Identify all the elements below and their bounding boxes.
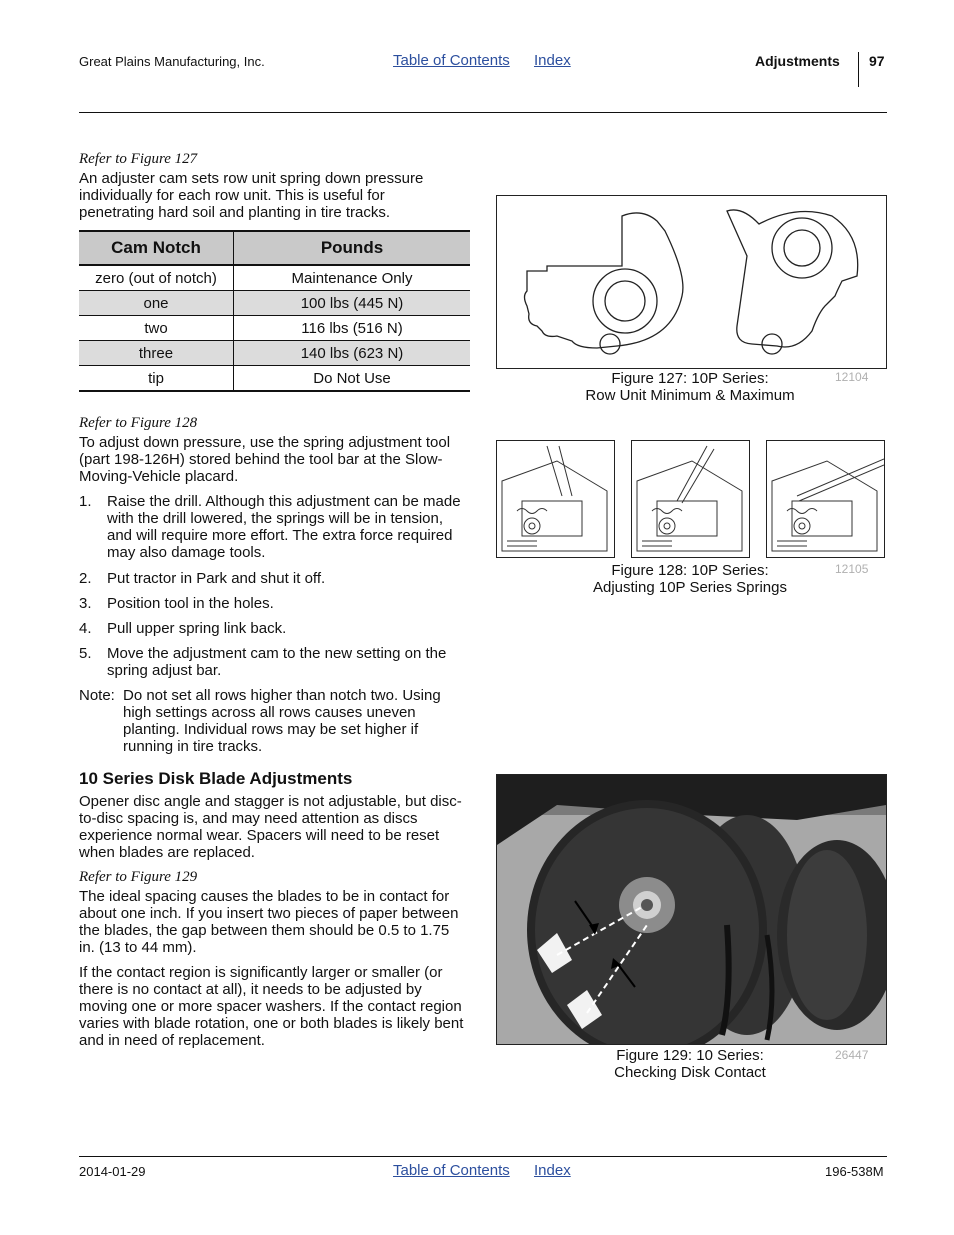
cell: 116 lbs (516 N) (234, 316, 471, 341)
cell: 100 lbs (445 N) (234, 291, 471, 316)
col-cam-notch: Cam Notch (79, 231, 234, 265)
section-title: Adjustments (755, 53, 840, 69)
cam-drawing (497, 196, 886, 368)
table-row (79, 341, 470, 366)
figure-129-id: 26447 (835, 1048, 869, 1062)
header-divider (858, 52, 859, 87)
table-row (79, 366, 470, 392)
spring-drawing (632, 441, 749, 557)
footer-date: 2014-01-29 (79, 1164, 146, 1179)
step-text: Position tool in the holes. (107, 595, 274, 612)
figure-127-id: 12104 (835, 370, 869, 384)
disk-intro: Opener disc angle and stagger is not adjustable, but disc-to-disc spacing is, and may need attention as discs experience normal wear. Spacers will need to be reset when blades are replaced. (79, 793, 462, 861)
caption-line: Row Unit Minimum & Maximum (585, 387, 795, 404)
ref-figure-127: Refer to Figure 127 (79, 151, 198, 167)
spring-intro: To adjust down pressure, use the spring adjustment tool (part 198-126H) stored behind the tool bar at the Slow-Moving-Vehicle placard. (79, 434, 451, 485)
header-toc-link[interactable]: Table of Contents (393, 52, 510, 69)
footer-toc-link[interactable]: Table of Contents (393, 1162, 510, 1179)
figure-128-panel-3 (766, 440, 885, 558)
disk-para1: The ideal spacing causes the blades to be in contact for about one inch. If you insert two pieces of paper between the blades, the gap between them should be 0.5 to 1.75 in. (13 to 44 mm). (79, 888, 459, 956)
cell: three (79, 341, 234, 366)
ref-figure-129: Refer to Figure 129 (79, 869, 198, 885)
caption-line: Figure 127: 10P Series: (611, 370, 769, 387)
step-number: 3. (79, 595, 92, 612)
figure-128-panel-2 (631, 440, 750, 558)
page-number: 97 (869, 53, 885, 69)
footer-index-link[interactable]: Index (534, 1162, 571, 1179)
company-name: Great Plains Manufacturing, Inc. (79, 54, 265, 69)
disk-photo (497, 775, 886, 1044)
cell: Do Not Use (234, 366, 471, 392)
figure-129-image (496, 774, 887, 1045)
figure-129-caption (560, 1047, 820, 1081)
ref-figure-128: Refer to Figure 128 (79, 415, 198, 431)
step-number: 2. (79, 570, 92, 587)
figure-127-image (496, 195, 887, 369)
step-number: 5. (79, 645, 92, 662)
cell: Maintenance Only (234, 265, 471, 291)
footer-part-number: 196-538M (825, 1164, 884, 1179)
step-text: Pull upper spring link back. (107, 620, 287, 637)
table-header-row (79, 231, 470, 265)
header-index-link[interactable]: Index (534, 52, 571, 69)
header-rule (79, 112, 887, 113)
cell: zero (out of notch) (79, 265, 234, 291)
step-text: Move the adjustment cam to the new setting on the spring adjust bar. (107, 645, 447, 679)
figure-127-caption (560, 370, 820, 404)
step-text: Put tractor in Park and shut it off. (107, 570, 326, 587)
spring-drawing (767, 441, 884, 557)
cell: 140 lbs (623 N) (234, 341, 471, 366)
caption-line: Figure 128: 10P Series: (611, 562, 769, 579)
note-text: Do not set all rows higher than notch two. Using high settings across all rows causes uneven planting. Individual rows may be set higher if running in tire tracks. (123, 687, 441, 755)
col-pounds: Pounds (234, 231, 471, 265)
caption-line: Adjusting 10P Series Springs (592, 579, 787, 596)
cam-notch-table (79, 230, 470, 392)
table-row (79, 291, 470, 316)
cell: one (79, 291, 234, 316)
step-text: Raise the drill. Although this adjustment can be made with the drill lowered, the springs will be in tension, and will require more effort. The extra force required may also damage tools. (107, 493, 461, 561)
step-number: 1. (79, 493, 92, 510)
disk-para2: If the contact region is significantly larger or smaller (or there is no contact at all), it needs to be adjusted by moving one or more spacer washers. If the contact region varies with blade rotation, one or both blades is likely bent and in need of replacement. (79, 964, 464, 1049)
caption-line: Checking Disk Contact (614, 1064, 766, 1081)
figure-128-caption (560, 562, 820, 596)
figure-128-panel-1 (496, 440, 615, 558)
cell: tip (79, 366, 234, 392)
caption-line: Figure 129: 10 Series: (616, 1047, 764, 1064)
disk-heading: 10 Series Disk Blade Adjustments (79, 769, 353, 788)
cell: two (79, 316, 234, 341)
table-row (79, 265, 470, 291)
step-number: 4. (79, 620, 92, 637)
footer-rule (79, 1156, 887, 1157)
cam-intro: An adjuster cam sets row unit spring down pressure individually for each row unit. This is useful for penetrating hard soil and planting in tire tracks. (79, 170, 424, 221)
spring-drawing (497, 441, 614, 557)
note-label: Note: (79, 687, 115, 704)
figure-128-id: 12105 (835, 562, 869, 576)
table-row (79, 316, 470, 341)
